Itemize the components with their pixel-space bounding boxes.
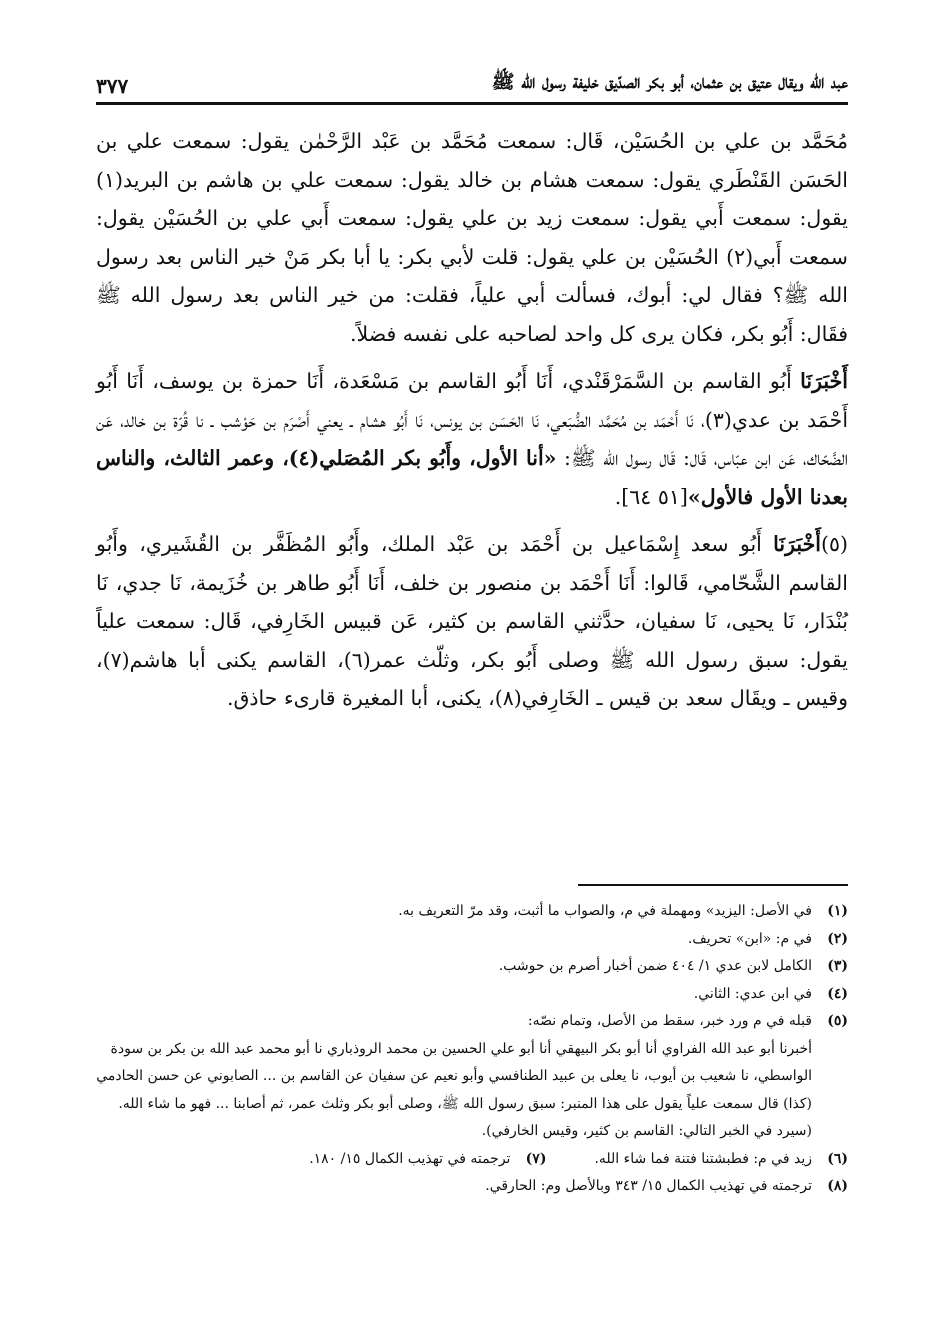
hadith-reference: [٥١ ٦٤]. <box>614 484 688 509</box>
footnote-number: (٤) <box>827 985 848 1002</box>
footnote-number: (٦) <box>827 1150 848 1167</box>
footnotes <box>96 898 848 1201</box>
footnote-text: زيد في م: فطبشتنا فتنة فما شاء الله. <box>594 1150 812 1167</box>
footnote-text: في الأصل: اليزيد» ومهملة في م، والصواب ما أثبت، وقد مرّ التعريف به. <box>398 903 812 919</box>
footnote-number: (٣) <box>827 958 848 974</box>
footnote-row-6-7 <box>96 1146 848 1174</box>
footnote-number: (٧) <box>525 1150 547 1167</box>
footnote-8 <box>96 1173 848 1201</box>
footnote-text: ترجمته في تهذيب الكمال ١٥/ ٣٤٣ وبالأصل وم: الحارقي. <box>485 1178 812 1194</box>
footnote-7 <box>309 1146 546 1174</box>
page-header <box>96 56 848 105</box>
footnote-text: الكامل لابن عدي ١/ ٤٠٤ ضمن أخبار أصرم بن حوشب. <box>498 958 812 974</box>
footnote-number: (١) <box>827 903 848 919</box>
paragraph-3 <box>96 525 848 718</box>
akhbarana-lead: أَخْبَرَنَا <box>773 532 821 556</box>
footnote-text: في ابن عدي: الثاني. <box>693 985 812 1002</box>
footnote-4 <box>96 981 848 1009</box>
footnote-number: (٢) <box>827 930 848 947</box>
akhbarana-lead: أَخْبَرَنَا <box>800 369 848 393</box>
footnote-2 <box>96 926 848 954</box>
footnote-text: ترجمته في تهذيب الكمال ١٥/ ١٨٠. <box>309 1150 511 1167</box>
running-title: عبد الله ويقال عتيق بن عثمان، أبو بكر الصدّيق خليفة رسول الله ﷺ <box>491 71 848 93</box>
paragraph-2-isnad: أَبُو القاسم بن السَّمَرْقَنْدي، أَنَا أَبُو القاسم بن مَسْعَدة، أَنَا حمزة بن يوسف، أَنَا أَبُو أَحْمَد بن عدي(٣)، نَا أَحْمَد بن مُحَمَّد الضُّبَعي، نَا الحَسَن بن يونس، نَا أَبُو هشام ـ يعني أَصْرَم بن حَوْشب ـ نا قُرّة بن خالد، عَن الضَّحّاك، عَن ابن عبّاس، قَال: قَال رسول الله ﷺ: <box>96 369 849 470</box>
paragraph-2 <box>96 362 848 516</box>
footnote-marker: (٥) <box>820 532 848 556</box>
footnote-separator <box>578 884 848 886</box>
footnote-number: (٨) <box>827 1178 848 1194</box>
footnote-3 <box>96 953 848 981</box>
footnote-6 <box>594 1146 848 1174</box>
footnote-text: في م: «ابن» تحريف. <box>687 930 812 947</box>
main-text <box>96 122 848 727</box>
footnote-5-quote: أخبرنا أبو عبد الله الفراوي أنا أبو بكر البيهقي أنا أبو علي الحسين بن محمد الروذباري نا أبو محمد عبد الله بن بكر بن سودة الواسطي، نا شعيب بن أيوب، نا يعلى بن عبيد الطنافسي وأبو نعيم عن سفيان عن القاسم بن ... الصابوني عن حسن الحادمي (كذا) قال سمعت علياً يقول على هذا المنبر: سبق رسول الله ﷺ، وصلى أبو بكر وثلث عمر، ثم أصابنا ... فهو ما شاء الله. (سيرد في الخبر التالي: القاسم بن كثير، وقيس الخارفي). <box>96 1040 812 1139</box>
footnote-number: (٥) <box>827 1013 848 1029</box>
footnote-text: قبله في م ورد خبر، سقط من الأصل، وتمام نصّه: <box>527 1013 812 1029</box>
page-number: ٣٧٧ <box>96 74 129 98</box>
footnote-5 <box>96 1008 848 1036</box>
hadith-text: «أنا الأول، وأَبُو بكر المُصَلي(٤)، وعمر الثالث، والناس بعدنا الأول فالأول» <box>96 446 848 509</box>
footnote-1 <box>96 898 848 926</box>
paragraph-1: مُحَمَّد بن علي بن الحُسَيْن، قَال: سمعت مُحَمَّد بن عَبْد الرَّحْمٰن يقول: سمعت علي بن الحَسَن القَنْطَري يقول: سمعت هشام بن خالد يقول: سمعت علي بن هاشم بن البريد(١) يقول: سمعت أَبي يقول: سمعت زيد بن علي يقول: سمعت أَبي علي بن الحُسَيْن يقول: سمعت أَبي(٢) الحُسَيْن بن علي يقول: قلت لأبي بكر: يا أبا بكر مَنْ خير الناس بعد رسول الله ﷺ؟ فقال لي: أبوك، فسألت أبي علياً، فقلت: من خير الناس بعد رسول الله ﷺ فقَال: أَبُو بكر، فكان يرى كل واحد لصاحبه على نفسه فضلاً. <box>96 129 848 346</box>
paragraph-3-text: أَبُو سعد إِسْمَاعيل بن أَحْمَد بن عَبْد الملك، وأَبُو المُظَفَّر بن القُشَيري، وأَبُو القاسم الشَّحّامي، قَالوا: أَنَا أَحْمَد بن منصور بن خلف، أَنَا أَبُو طاهر بن خُزَيمة، نَا جدي، نَا بُنْدَار، نَا يحيى، نَا سفيان، حدَّثني القاسم بن كثير، عَن قبيس الخَارِفي، قَال: سمعت علياً يقول: سبق رسول الله ﷺ وصلى أَبُو بكر، وثلّث عمر(٦)، القاسم يكنى أبا هاشم(٧)، وقيس ـ ويقَال سعد بن قيس ـ الخَارِفي(٨)، يكنى، أبا المغيرة قارىء حاذق. <box>96 532 848 710</box>
